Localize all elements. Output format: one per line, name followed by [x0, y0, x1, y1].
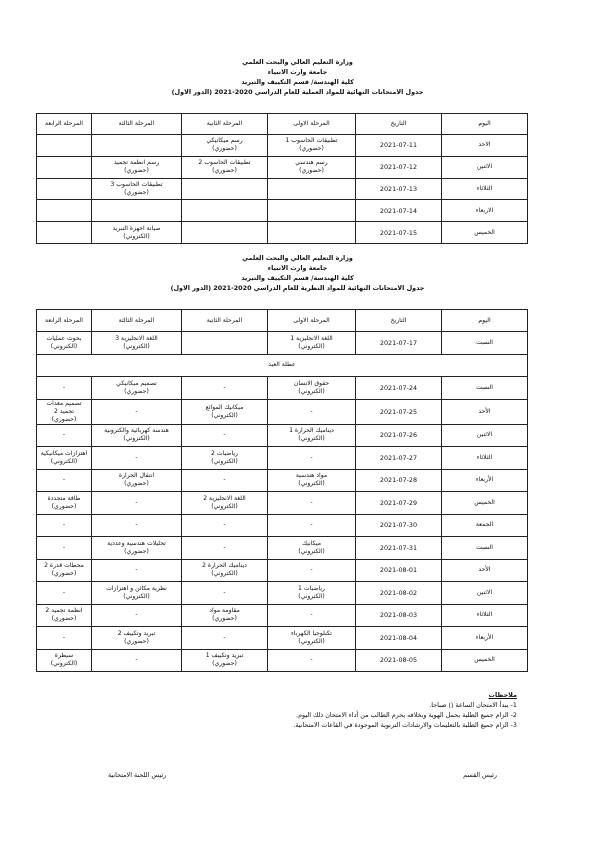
day-cell: الاثنين	[442, 156, 528, 178]
day-cell: الجمعة	[442, 514, 528, 537]
stage-3-cell-subject: -	[135, 611, 138, 619]
stage-2-cell-subject: ديناميك الحرارة 2	[202, 562, 247, 570]
stage-1-cell	[268, 424, 356, 447]
stage-3-cell	[92, 537, 182, 560]
date-cell: 2021-07-11	[356, 135, 442, 157]
stage-2-cell	[182, 627, 268, 650]
theory-exam-table	[36, 309, 528, 672]
stage-3-cell-subject: نظرية مكائن و اهتزازات	[106, 584, 167, 592]
stage-3-cell	[92, 377, 182, 400]
stage-3-cell-subject: رسم انظمة تجميد	[113, 159, 160, 167]
stage-2-cell-mode: (حضوري)	[212, 145, 237, 153]
stage-3-cell-subject: هندسة كهربائية والكترونية	[104, 427, 169, 435]
date-cell: 2021-07-28	[356, 469, 442, 492]
stage-2-cell-mode: (حضوري)	[212, 615, 237, 623]
stage-2-cell	[182, 514, 268, 537]
stage-1-cell-mode: (الكتروني)	[298, 387, 325, 395]
stage-1-cell	[268, 559, 356, 582]
stage-1-cell	[268, 492, 356, 515]
stage-2-cell-mode: (الكتروني)	[211, 411, 238, 419]
date-cell: 2021-07-14	[356, 200, 442, 222]
table-row	[37, 156, 528, 178]
col-stage-1: المرحلة الاولى	[268, 310, 356, 332]
stage-4-cell-subject: -	[62, 383, 66, 391]
stage-2-cell-subject: رسم ميكانيكي	[206, 137, 243, 145]
day-cell: الخميس	[442, 492, 528, 515]
stage-1-cell-subject: حقوق الانسان	[293, 379, 330, 387]
stage-1-cell	[268, 377, 356, 400]
stage-1-cell	[268, 649, 356, 672]
col-stage-3: المرحلة الثالثة	[92, 310, 182, 332]
ministry-title: وزارة التعليم العالي والبحث العلمي	[242, 254, 353, 262]
col-stage-1: المرحلة الاولى	[268, 114, 356, 135]
table-row	[37, 447, 528, 470]
stage-1-cell-subject: تطبيقات الحاسوب 1	[285, 137, 338, 145]
table-row	[37, 399, 528, 424]
stage-1-cell	[268, 156, 356, 178]
stage-3-cell-subject: -	[135, 498, 138, 506]
stage-2-cell-mode: (الكتروني)	[211, 457, 238, 465]
stage-4-cell-subject: انظمة تجميد 2	[45, 607, 83, 615]
stage-3-cell	[92, 156, 182, 178]
stage-4-cell	[37, 469, 92, 492]
stage-2-cell-subject: -	[223, 588, 226, 596]
department-title: كلية الهندسة/ قسم التكييف والتبريد	[241, 78, 354, 86]
stage-2-cell	[182, 332, 268, 355]
stage-3-cell	[92, 424, 182, 447]
stage-4-cell-mode: (حضوري)	[51, 415, 77, 423]
stage-3-cell-subject: -	[135, 453, 138, 461]
table-row	[37, 178, 528, 200]
col-stage-3: المرحلة الثالثة	[92, 114, 182, 135]
stage-2-cell	[182, 559, 268, 582]
stage-4-cell-subject: طاقة متجددة	[47, 494, 81, 502]
stage-3-cell-mode: (حضوري)	[124, 637, 149, 645]
holiday-cell: عطلة العيد	[37, 354, 528, 377]
stage-2-cell-subject: -	[223, 383, 226, 391]
day-cell: الأحد	[442, 399, 528, 424]
col-day: اليوم	[442, 114, 528, 135]
stage-2-cell	[182, 377, 268, 400]
stage-3-cell	[92, 222, 182, 244]
table-row	[37, 377, 528, 400]
stage-2-cell	[182, 537, 268, 560]
stage-2-cell-subject: رياضيات 2	[211, 449, 238, 457]
day-cell: الاحد	[442, 135, 528, 157]
table-row	[37, 332, 528, 355]
stage-3-cell-subject: تصميم ميكانيكي	[116, 379, 157, 387]
stage-1-cell-mode: (الكتروني)	[298, 637, 325, 645]
stage-1-cell-mode: (الكتروني)	[298, 435, 325, 443]
stage-2-cell	[182, 178, 268, 200]
stage-3-cell-subject: تبريد وتكييف 2	[117, 629, 156, 637]
stage-2-cell-subject: ميكانيك الموائع	[205, 403, 244, 411]
stage-1-cell	[268, 447, 356, 470]
note-2: 2- الزام جميع الطلبة بحمل الهوية وبخلافه يحرم الطالب من أداء الامتحان ذلك اليوم.	[296, 711, 517, 719]
stage-1-cell	[268, 332, 356, 355]
stage-1-cell	[268, 582, 356, 605]
col-stage-4: المرحلة الرابعة	[37, 310, 92, 332]
day-cell: الثلاثاء	[442, 178, 528, 200]
stage-3-cell-mode: (حضوري)	[124, 547, 149, 555]
stage-4-cell	[37, 514, 92, 537]
col-date: التاريخ	[356, 114, 442, 135]
date-cell: 2021-08-05	[356, 649, 442, 672]
stage-3-cell-subject: انتقال الحرارة	[118, 472, 155, 480]
exam-committee-signature: رئيس اللجنة الامتحانية	[108, 771, 167, 779]
stage-2-cell-mode: (حضوري)	[212, 660, 237, 668]
stage-1-cell-subject: -	[310, 566, 313, 574]
stage-3-cell-mode: (حضوري)	[124, 188, 149, 196]
stage-2-cell-subject: مقاومة مواد	[209, 607, 240, 615]
day-cell: الأحد	[442, 559, 528, 582]
university-title: جامعة وارث الانبياء	[267, 264, 328, 272]
stage-1-cell-subject: -	[310, 611, 313, 619]
day-cell: الثلاثاء	[442, 604, 528, 627]
stage-2-cell-subject: -	[223, 476, 226, 484]
stage-1-cell-subject: رياضيات 1	[298, 584, 325, 592]
stage-4-cell-subject: محطات قدرة 2	[44, 562, 84, 570]
stage-1-cell-subject: -	[310, 521, 313, 529]
date-cell: 2021-08-01	[356, 559, 442, 582]
stage-4-cell	[37, 424, 92, 447]
date-cell: 2021-07-29	[356, 492, 442, 515]
stage-1-cell-mode: (الكتروني)	[298, 592, 325, 600]
date-cell: 2021-08-04	[356, 627, 442, 650]
stage-1-cell-subject: ميكانيك	[302, 539, 321, 547]
stage-3-cell-mode: (حضوري)	[124, 387, 149, 395]
stage-3-cell	[92, 469, 182, 492]
note-1: 1- يبدأ الامتحان الساعة () صباحا.	[429, 701, 517, 709]
stage-4-cell-subject: بحوث عمليات	[46, 334, 82, 342]
table-row	[37, 537, 528, 560]
table-row	[37, 135, 528, 157]
stage-3-cell	[92, 332, 182, 355]
stage-3-cell-subject: صيانة اجهزة التبريد	[112, 224, 161, 232]
stage-3-cell-subject: -	[135, 566, 138, 574]
stage-2-cell-mode: (حضوري)	[212, 167, 237, 175]
stage-2-cell-subject: -	[223, 521, 226, 529]
stage-1-cell-subject: -	[310, 407, 313, 415]
stage-2-cell-mode: (الكتروني)	[211, 502, 238, 510]
ministry-title: وزارة التعليم العالي والبحث العلمي	[242, 58, 353, 66]
stage-2-cell-subject: -	[223, 431, 226, 439]
holiday-row	[37, 354, 528, 377]
stage-2-cell	[182, 649, 268, 672]
stage-1-cell	[268, 200, 356, 222]
day-cell: الخميس	[442, 222, 528, 244]
date-cell: 2021-07-13	[356, 178, 442, 200]
stage-3-cell-mode: (الكتروني)	[123, 232, 150, 240]
note-3: 3- الزام جميع الطلبة بالتعليمات والارشادات التربوية الموجودة في القاعات الامتحانية.	[293, 721, 517, 729]
stage-2-cell	[182, 399, 268, 424]
practical-exam-table	[36, 113, 528, 244]
table-row	[37, 649, 528, 672]
day-cell: الاربعاء	[442, 200, 528, 222]
stage-4-cell-subject: -	[62, 543, 66, 551]
stage-1-cell-mode: (حضوري)	[299, 145, 324, 153]
stage-2-cell	[182, 135, 268, 157]
stage-2-cell	[182, 424, 268, 447]
stage-3-cell	[92, 559, 182, 582]
table-row	[37, 200, 528, 222]
stage-1-cell	[268, 222, 356, 244]
stage-1-cell-subject: رسم هندسي	[295, 159, 328, 167]
table-header-row	[37, 310, 528, 332]
day-cell: الثلاثاء	[442, 447, 528, 470]
stage-4-cell	[37, 399, 92, 424]
date-cell: 2021-07-30	[356, 514, 442, 537]
date-cell: 2021-07-12	[356, 156, 442, 178]
stage-4-cell	[37, 377, 92, 400]
day-cell: الخميس	[442, 649, 528, 672]
stage-2-cell-subject: تبريد وتكييف 1	[205, 652, 244, 660]
stage-2-cell-subject: تطبيقات الحاسوب 2	[198, 159, 251, 167]
stage-4-cell	[37, 447, 92, 470]
theory-header	[0, 253, 595, 293]
stage-3-cell	[92, 399, 182, 424]
stage-4-cell	[37, 582, 92, 605]
stage-4-cell	[37, 222, 92, 244]
stage-1-cell-subject: مواد هندسية	[295, 472, 328, 480]
stage-3-cell-mode: (حضوري)	[124, 480, 149, 488]
col-date: التاريخ	[356, 310, 442, 332]
stage-4-cell-subject: -	[62, 476, 66, 484]
col-stage-2: المرحلة الثانية	[182, 114, 268, 135]
stage-2-cell	[182, 156, 268, 178]
stage-4-cell	[37, 649, 92, 672]
table-row	[37, 559, 528, 582]
stage-1-cell	[268, 178, 356, 200]
table-row	[37, 627, 528, 650]
stage-1-cell-mode: (حضوري)	[299, 167, 324, 175]
stage-4-cell-mode: (الكتروني)	[50, 660, 78, 668]
stage-2-cell-mode: (الكتروني)	[211, 570, 238, 578]
stage-3-cell	[92, 178, 182, 200]
stage-4-cell-mode: (حضوري)	[51, 570, 77, 578]
stage-2-cell	[182, 222, 268, 244]
stage-4-cell	[37, 627, 92, 650]
stage-4-cell	[37, 537, 92, 560]
stage-4-cell-mode: (حضوري)	[51, 615, 77, 623]
date-cell: 2021-07-15	[356, 222, 442, 244]
stage-4-cell	[37, 178, 92, 200]
stage-3-cell-subject: تحليلات هندسية وعددية	[107, 539, 166, 547]
stage-3-cell	[92, 200, 182, 222]
stage-1-cell	[268, 399, 356, 424]
stage-3-cell	[92, 447, 182, 470]
stage-2-cell	[182, 200, 268, 222]
stage-4-cell-subject: -	[62, 633, 66, 641]
date-cell: 2021-07-24	[356, 377, 442, 400]
stage-4-cell	[37, 156, 92, 178]
stage-3-cell-subject: -	[135, 656, 138, 664]
table-row	[37, 604, 528, 627]
schedule-title: جدول الامتحانات النهائية للمواد العملية للعام الدراسي 2020-2021 (الدور الاول)	[171, 88, 424, 96]
day-cell: الأربعاء	[442, 627, 528, 650]
stage-2-cell	[182, 447, 268, 470]
university-title: جامعة وارث الانبياء	[267, 68, 328, 76]
stage-1-cell-subject: ديناميك الحرارة 1	[289, 427, 334, 435]
stage-4-cell-subject: -	[62, 521, 66, 529]
notes-section	[293, 690, 517, 730]
stage-1-cell	[268, 627, 356, 650]
stage-4-cell-mode: (حضوري)	[51, 502, 77, 510]
stage-3-cell-subject: تطبيقات الحاسوب 3	[110, 180, 163, 188]
date-cell: 2021-07-25	[356, 399, 442, 424]
date-cell: 2021-07-31	[356, 537, 442, 560]
stage-1-cell	[268, 537, 356, 560]
stage-3-cell	[92, 135, 182, 157]
day-cell: الاثنين	[442, 424, 528, 447]
stage-4-cell	[37, 604, 92, 627]
stage-2-cell-subject: اللغة الانجليزية 2	[203, 494, 246, 502]
stage-4-cell	[37, 492, 92, 515]
stage-4-cell	[37, 135, 92, 157]
date-cell: 2021-07-17	[356, 332, 442, 355]
stage-3-cell-mode: (الكتروني)	[123, 342, 150, 350]
stage-1-cell-mode: (الكتروني)	[298, 480, 325, 488]
stage-3-cell-subject: -	[135, 521, 138, 529]
department-head-signature: رئيس القسم	[463, 771, 497, 779]
stage-2-cell-subject: -	[223, 633, 226, 641]
stage-3-cell	[92, 582, 182, 605]
stage-1-cell	[268, 135, 356, 157]
stage-4-cell-subject: -	[62, 431, 66, 439]
stage-4-cell	[37, 559, 92, 582]
stage-1-cell-subject: -	[310, 656, 313, 664]
stage-2-cell	[182, 582, 268, 605]
stage-1-cell-mode: (الكتروني)	[298, 342, 325, 350]
stage-2-cell	[182, 492, 268, 515]
day-cell: السبت	[442, 377, 528, 400]
date-cell: 2021-08-03	[356, 604, 442, 627]
day-cell: الأربعاء	[442, 469, 528, 492]
date-cell: 2021-07-26	[356, 424, 442, 447]
table-row	[37, 514, 528, 537]
practical-header	[0, 57, 595, 97]
stage-1-cell-subject: تكنلوجيا الكهرباء	[291, 629, 332, 637]
notes-title: ملاحظات	[488, 691, 517, 699]
day-cell: السبت	[442, 332, 528, 355]
day-cell: الاثنين	[442, 582, 528, 605]
date-cell: 2021-08-02	[356, 582, 442, 605]
table-row	[37, 424, 528, 447]
table-header-row	[37, 114, 528, 135]
stage-4-cell-mode: (الكتروني)	[50, 457, 78, 465]
stage-3-cell	[92, 627, 182, 650]
table-row	[37, 222, 528, 244]
stage-1-cell-subject: -	[310, 453, 313, 461]
col-day: اليوم	[442, 310, 528, 332]
stage-3-cell	[92, 604, 182, 627]
stage-2-cell	[182, 469, 268, 492]
stage-3-cell	[92, 514, 182, 537]
table-row	[37, 582, 528, 605]
stage-3-cell-subject: اللغة الانجليزية 3	[115, 334, 158, 342]
stage-3-cell	[92, 492, 182, 515]
stage-2-cell	[182, 604, 268, 627]
table-row	[37, 492, 528, 515]
stage-4-cell-subject: تصميم معدات تجميد 2	[46, 399, 82, 415]
stage-4-cell	[37, 332, 92, 355]
stage-4-cell-mode: (الكتروني)	[50, 342, 78, 350]
table-row	[37, 469, 528, 492]
stage-4-cell-subject: سيطرة	[54, 652, 74, 660]
department-title: كلية الهندسة/ قسم التكييف والتبريد	[241, 274, 354, 282]
stage-4-cell	[37, 200, 92, 222]
stage-1-cell	[268, 469, 356, 492]
stage-3-cell-mode: (الكتروني)	[123, 435, 150, 443]
stage-1-cell-mode: (الكتروني)	[298, 547, 325, 555]
stage-1-cell	[268, 514, 356, 537]
col-stage-4: المرحلة الرابعة	[37, 114, 92, 135]
day-cell: السبت	[442, 537, 528, 560]
schedule-title: جدول الامتحانات النهائية للمواد النظرية للعام الدراسي 2020-2021 (الدور الاول)	[170, 284, 425, 292]
col-stage-2: المرحلة الثانية	[182, 310, 268, 332]
stage-1-cell	[268, 604, 356, 627]
stage-1-cell-subject: -	[310, 498, 313, 506]
stage-3-cell	[92, 649, 182, 672]
stage-3-cell-subject: -	[135, 407, 138, 415]
stage-3-cell-mode: (الكتروني)	[123, 592, 150, 600]
stage-1-cell-subject: اللغة الانجليزية 1	[290, 334, 333, 342]
date-cell: 2021-07-27	[356, 447, 442, 470]
stage-2-cell-subject: -	[223, 543, 226, 551]
stage-3-cell-mode: (حضوري)	[124, 167, 149, 175]
stage-4-cell-subject: -	[62, 588, 66, 596]
stage-4-cell-subject: اهتزازات ميكانيكية	[40, 449, 88, 457]
